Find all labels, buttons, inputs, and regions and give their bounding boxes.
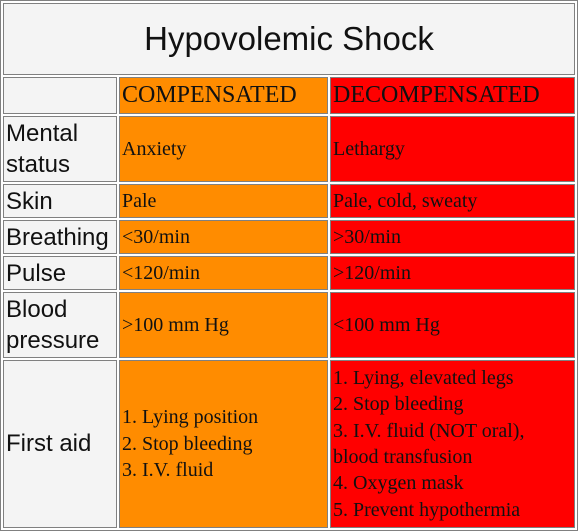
list-item: 1. Lying position	[122, 406, 259, 429]
title-row	[3, 3, 575, 75]
cell-text: >100 mm Hg	[122, 313, 229, 336]
row-label	[3, 292, 117, 358]
table-row-breathing	[3, 220, 575, 254]
decompensated-cell	[330, 220, 575, 254]
table-row-first-aid	[3, 360, 575, 528]
row-label-line: pressure	[6, 327, 100, 355]
list-item: 2. Stop bleeding	[122, 432, 253, 455]
decompensated-cell	[330, 184, 575, 218]
cell-text: <120/min	[122, 262, 200, 285]
list-item: 5. Prevent hypothermia	[333, 498, 521, 521]
cell-text: Pale, cold, sweaty	[333, 190, 478, 213]
cell-text: <30/min	[122, 226, 190, 249]
table-row-pulse	[3, 256, 575, 290]
table-row-mental-status	[3, 116, 575, 182]
row-label-line: Pulse	[6, 259, 67, 287]
row-label	[3, 184, 117, 218]
row-label-line: First aid	[6, 430, 92, 458]
table-row-skin	[3, 184, 575, 218]
cell-text: Pale	[122, 190, 157, 213]
list-item: 2. Stop bleeding	[333, 393, 464, 416]
compensated-cell	[119, 292, 328, 358]
compensated-cell	[119, 116, 328, 182]
list-item: 3. I.V. fluid (NOT oral),	[333, 419, 525, 442]
compensated-cell	[119, 360, 328, 528]
list-item: 1. Lying, elevated legs	[333, 366, 514, 389]
row-label	[3, 116, 117, 182]
list-item: blood transfusion	[333, 446, 473, 469]
table-row-blood-pressure	[3, 292, 575, 358]
table-title: Hypovolemic Shock	[3, 3, 575, 75]
row-label-line: status	[6, 151, 71, 179]
row-label-line: Breathing	[6, 223, 109, 251]
row-label-line: Blood	[6, 295, 68, 323]
row-label-line: Mental	[6, 120, 79, 148]
row-label	[3, 220, 117, 254]
corner-cell	[3, 77, 117, 115]
cell-text: Lethargy	[333, 138, 405, 161]
column-header-row	[3, 77, 575, 115]
decompensated-cell	[330, 360, 575, 528]
list-item: 3. I.V. fluid	[122, 459, 214, 482]
list-item: 4. Oxygen mask	[333, 472, 464, 495]
compensated-cell	[119, 220, 328, 254]
cell-text: <100 mm Hg	[333, 313, 440, 336]
cell-text: >30/min	[333, 226, 401, 249]
decompensated-cell	[330, 256, 575, 290]
header-compensated: COMPENSATED	[119, 77, 328, 115]
compensated-cell	[119, 256, 328, 290]
cell-text: >120/min	[333, 262, 411, 285]
header-decompensated: DECOMPENSATED	[330, 77, 575, 115]
compensated-cell	[119, 184, 328, 218]
row-label-line: Skin	[6, 187, 53, 215]
cell-text: Anxiety	[122, 138, 187, 161]
row-label	[3, 256, 117, 290]
decompensated-cell	[330, 116, 575, 182]
row-label	[3, 360, 117, 528]
decompensated-cell	[330, 292, 575, 358]
